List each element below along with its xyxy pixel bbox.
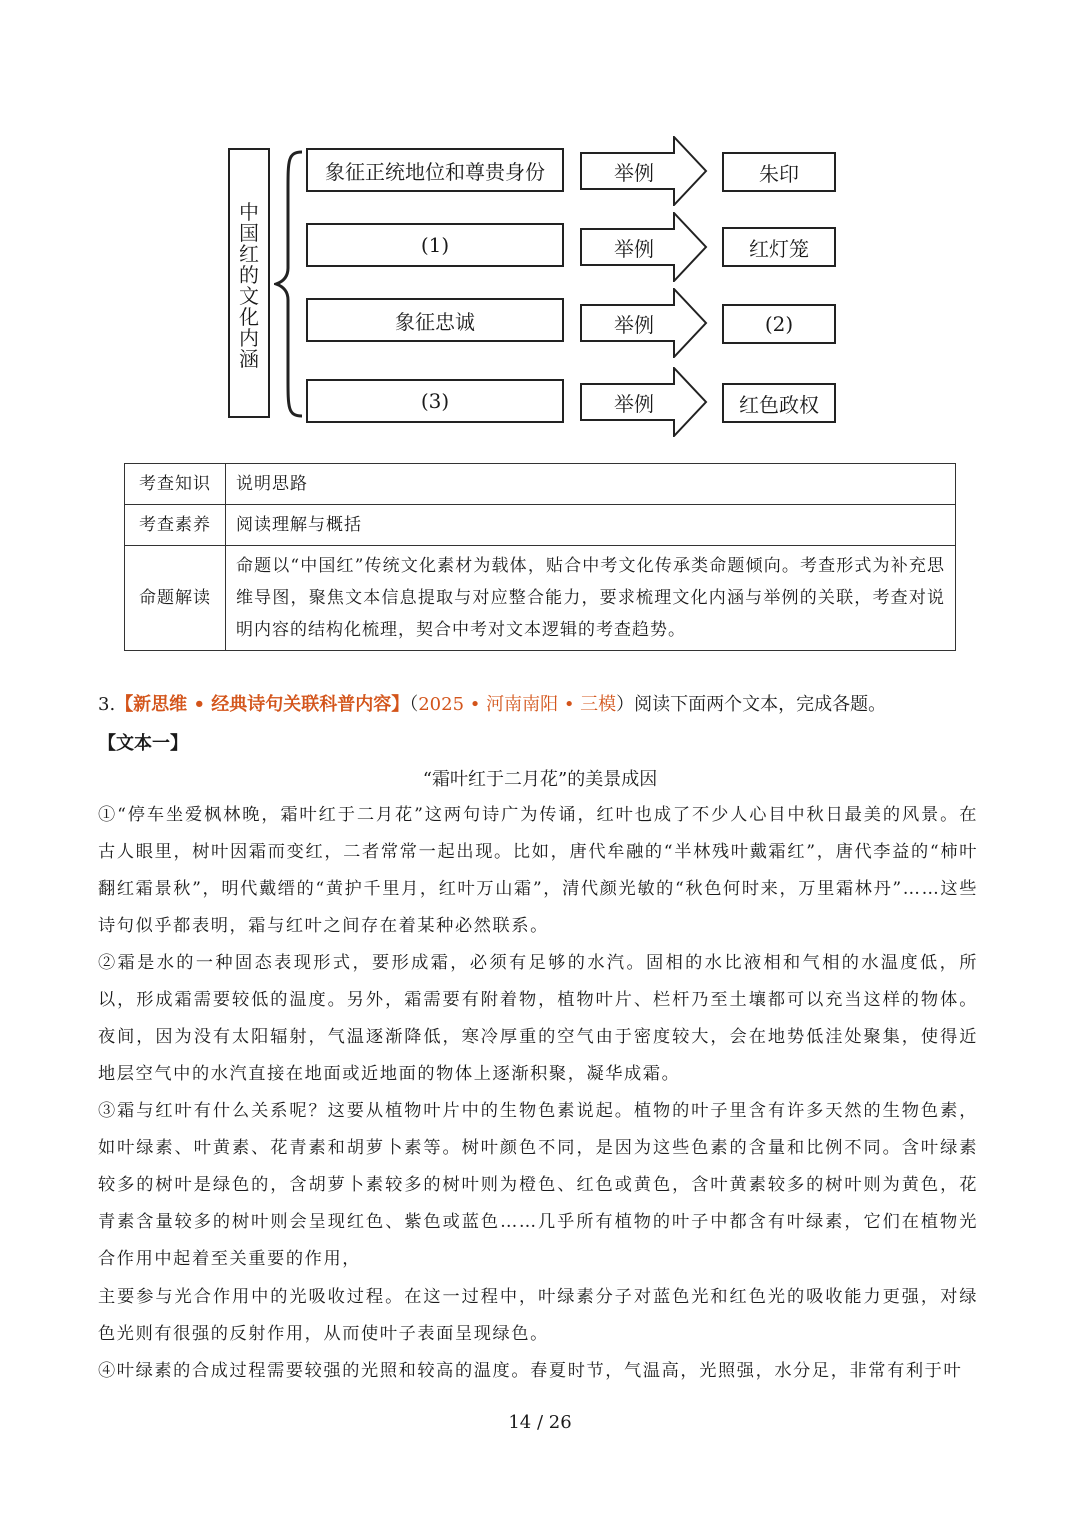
question-instruction: 阅读下面两个文本，完成各题。 [634, 694, 887, 715]
mindmap-content-box-3 [306, 298, 564, 342]
page-number: 14 / 26 [508, 1412, 572, 1433]
source-close-paren: ） [616, 694, 635, 715]
mindmap-content-box-1 [306, 148, 564, 192]
mindmap-example-text-4: 红色政权 [739, 392, 819, 417]
curly-brace-icon [274, 150, 304, 418]
mindmap-example-box-3 [722, 304, 836, 344]
mindmap-root-label: 中国红的文化内涵 [239, 200, 259, 371]
question-tag: 【新思维 • 经典诗句关联科普内容】 [115, 694, 410, 715]
mindmap-arrow-3 [580, 288, 708, 358]
mindmap-example-box-1 [722, 152, 836, 192]
paragraph-1: ①“停车坐爱枫林晚，霜叶红于二月花”这两句诗广为传诵，红叶也成了不少人心目中秋日最美的风景。在古人眼里，树叶因霜而变红，二者常常一起出现。比如，唐代牟融的“半林残叶戴霜红”，唐代李益的“柿叶翻红霜景秋”，明代戴缙的“黄护千里月，红叶万山霜”，清代颜光敏的“秋色何时来，万里霜林丹”……这些诗句似乎都表明，霜与红叶之间存在着某种必然联系。 [98, 805, 978, 936]
table-key: 考查素养 [125, 505, 226, 546]
article-title: “霜叶红于二月花”的美景成因 [422, 769, 658, 790]
mindmap-content-text-4: (3) [420, 389, 450, 413]
mindmap-arrow-1 [580, 136, 708, 206]
paragraph-2: ②霜是水的一种固态表现形式，要形成霜，必须有足够的水汽。固相的水比液相和气相的水温度低，所以，形成霜需要较低的温度。另外，霜需要有附着物，植物叶片、栏杆乃至土壤都可以充当这样的物体。夜间，因为没有太阳辐射，气温逐渐降低，寒冷厚重的空气由于密度较大，会在地势低洼处聚集，使得近地层空气中的水汽直接在地面或近地面的物体上逐渐积聚，凝华成霜。 [98, 953, 978, 1084]
table-row [125, 505, 956, 546]
mindmap-example-text-3: (2) [764, 312, 794, 336]
info-table [124, 463, 956, 651]
table-row [125, 464, 956, 505]
mindmap-arrow-4 [580, 367, 708, 437]
mindmap-arrow-2 [580, 212, 708, 282]
paragraph-3-continued: 主要参与光合作用中的光吸收过程。在这一过程中，叶绿素分子对蓝色光和红色光的吸收能力更强，对绿色光则有很强的反射作用，从而使叶子表面呈现绿色。 [98, 1287, 978, 1344]
mindmap-arrow-label-4: 举例 [614, 391, 654, 416]
question-line [98, 690, 886, 720]
table-value: 说明思路 [226, 464, 956, 505]
mindmap-example-text-2: 红灯笼 [749, 236, 809, 261]
mindmap-example-box-2 [722, 227, 836, 267]
mindmap-root-box [228, 148, 270, 418]
table-key: 命题解读 [125, 546, 226, 651]
mindmap-arrow-label-1: 举例 [614, 160, 654, 185]
mindmap-content-text-3: 象征忠诚 [395, 309, 475, 334]
source-open-paren: （ [409, 694, 419, 715]
mindmap-arrow-label-2: 举例 [614, 236, 654, 261]
mindmap-example-text-1: 朱印 [759, 161, 799, 186]
question-source: 2025 • 河南南阳 • 三模 [418, 694, 617, 715]
question-number: 3. [98, 694, 116, 715]
mindmap-arrow-label-3: 举例 [614, 312, 654, 337]
paragraph-3: ③霜与红叶有什么关系呢？这要从植物叶片中的生物色素说起。植物的叶子里含有许多天然的生物色素，如叶绿素、叶黄素、花青素和胡萝卜素等。树叶颜色不同，是因为这些色素的含量和比例不同。含叶绿素较多的树叶是绿色的，含胡萝卜素较多的树叶则为橙色、红色或黄色，含叶黄素较多的树叶则为黄色，花青素含量较多的树叶则会呈现红色、紫色或蓝色……几乎所有植物的叶子中都含有叶绿素，它们在植物光合作用中起着至关重要的作用， [98, 1101, 978, 1269]
mindmap-content-text-1: 象征正统地位和尊贵身份 [325, 159, 545, 184]
mindmap-content-box-4 [306, 379, 564, 423]
section-label: 【文本一】 [98, 733, 188, 754]
table-row [125, 546, 956, 651]
mindmap-example-box-4 [722, 383, 836, 423]
table-value: 阅读理解与概括 [226, 505, 956, 546]
table-value: 命题以“中国红”传统文化素材为载体，贴合中考文化传承类命题倾向。考查形式为补充思维导图，聚焦文本信息提取与对应整合能力，要求梳理文化内涵与举例的关联，考查对说明内容的结构化梳理，契合中考对文本逻辑的考查趋势。 [226, 546, 956, 651]
table-key: 考查知识 [125, 464, 226, 505]
mindmap-content-box-2 [306, 223, 564, 267]
paragraph-4: ④叶绿素的合成过程需要较强的光照和较高的温度。春夏时节，气温高，光照强，水分足，非常有利于叶 [98, 1361, 963, 1381]
mindmap-content-text-2: (1) [420, 233, 450, 257]
